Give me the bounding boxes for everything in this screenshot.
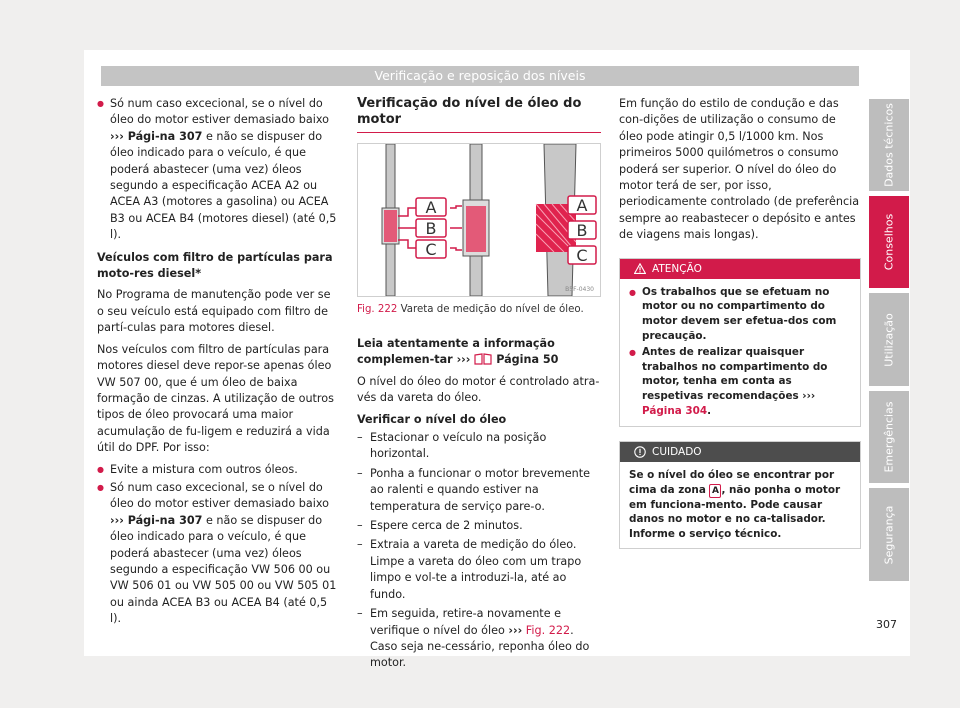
- label-a-right: A: [576, 196, 588, 215]
- tab-dados-tecnicos[interactable]: Dados técnicos: [869, 99, 909, 191]
- caution-box: [619, 441, 861, 549]
- paragraph: No Programa de manutenção pode ver se o seu veículo está equipado com filtro de partí-culas para motores diesel.: [97, 288, 331, 335]
- paragraph: O nível do óleo do motor é controlado atra-vés da vareta do óleo.: [357, 374, 600, 405]
- list-item: – Ponha a funcionar o motor brevemente ao ralenti e quando estiver na temperatura de serviço pare-o.: [357, 466, 601, 515]
- column-middle: [357, 96, 601, 675]
- subheading: Verificar o nível do óleo: [357, 412, 507, 426]
- column-left: [97, 96, 339, 630]
- list-item: – Espere cerca de 2 minutos.: [357, 518, 601, 534]
- list-item: – Extraia a vareta de medição do óleo. Limpe a vareta do óleo com um trapo limpo e vol-te a introduzi-la, até ao fundo.: [357, 537, 601, 603]
- dipstick-illustration: [358, 144, 600, 296]
- list-item: ● Antes de realizar quaisquer trabalhos no compartimento do motor, tenha em conta as respetivas recomendações ››› Página 304.: [629, 345, 851, 419]
- warning-box: [619, 258, 861, 427]
- page-link[interactable]: Página 304: [642, 405, 708, 418]
- list-item: ● Os trabalhos que se efetuam no motor ou no compartimento do motor devem ser efetua-dos com precaução.: [629, 285, 851, 344]
- label-c-left: C: [425, 240, 437, 259]
- info-circle-icon: [634, 446, 646, 458]
- list-item: ● Evite a mistura com outros óleos.: [97, 462, 339, 478]
- section-heading: Veículos com filtro de partículas para moto-res diesel*: [97, 250, 333, 281]
- list-item: ● Só num caso excecional, se o nível do óleo do motor estiver demasiado baixo ››› Pági-na 307 e não se dispuser do óleo indicado para o veículo, é que poderá abastecer (uma vez) óleos segundo a especificação ACEA A2 ou ACEA A3 (motores a gasolina) ou ACEA B3 ou ACEA B4 (motores diesel) (até 0,5 l).: [97, 96, 339, 244]
- read-note: Leia atentamente a informação complemen-tar ››› Página 50: [357, 337, 559, 367]
- page-link[interactable]: ››› Pági-na 307: [110, 129, 203, 143]
- list-item: – Estacionar o veículo na posição horizontal.: [357, 430, 601, 463]
- warning-body: [620, 279, 860, 426]
- dipstick-figure: [357, 143, 601, 297]
- figure-link[interactable]: Fig. 222: [522, 623, 571, 637]
- book-icon: [474, 353, 492, 365]
- paragraph: Em função do estilo de condução e das con-dições de utilização o consumo de óleo pode atingir 0,5 l/1000 km. Nos primeiros 5000 quilómetros o consumo poderá ser superior. O nível do óleo do motor terá de ser, por isso, periodicamente controlado (de preferência sempre ao reabastecer o depósito e antes de viagens mais longas).: [619, 97, 860, 242]
- warning-triangle-icon: [634, 263, 646, 274]
- warning-header: ATENÇÃO: [620, 259, 860, 279]
- tab-seguranca[interactable]: Segurança: [869, 488, 909, 581]
- page-header: Verificação e reposição dos níveis: [101, 66, 859, 86]
- section-title: Verificação do nível de óleo do motor: [357, 96, 601, 133]
- label-a-left: A: [425, 198, 437, 217]
- tab-emergencias[interactable]: Emergências: [869, 391, 909, 483]
- figure-caption: Fig. 222 Vareta de medição do nível de óleo.: [357, 304, 584, 315]
- caution-header: CUIDADO: [620, 442, 860, 462]
- caution-body: Se o nível do óleo se encontrar por cima da zona A , não ponha o motor em funciona-mento. Pode causar danos no motor e no ca-talisador. Informe o serviço técnico.: [629, 468, 841, 541]
- label-b-right: B: [576, 221, 588, 240]
- page-number: 307: [876, 618, 897, 631]
- label-b-left: B: [425, 219, 437, 238]
- list-item: – Em seguida, retire-a novamente e verifique o nível do óleo ››› Fig. 222. Caso seja ne-cessário, reponha óleo do motor.: [357, 606, 601, 672]
- page-link[interactable]: Página 50: [496, 353, 559, 367]
- figure-number: Fig. 222: [357, 304, 398, 315]
- figure-code: B5F-0430: [565, 286, 594, 293]
- paragraph: Nos veículos com filtro de partículas para motores diesel deve repor-se apenas óleo VW 507 00, que é um óleo de baixa formação de cinzas. A utilização de outros tipos de óleo provocará uma maior acumulação de fu-ligem e reduzirá a vida útil do DPF. Por isso:: [97, 342, 334, 455]
- column-right: [619, 96, 861, 549]
- tab-utilizacao[interactable]: Utilização: [869, 293, 909, 386]
- tab-conselhos[interactable]: Conselhos: [869, 196, 909, 288]
- page-link[interactable]: ››› Pági-na 307: [110, 513, 203, 527]
- zone-a-badge: A: [709, 484, 721, 498]
- label-c-right: C: [576, 246, 588, 265]
- list-item: ● Só num caso excecional, se o nível do óleo do motor estiver demasiado baixo ››› Pági-na 307 e não se dispuser do óleo indicado para o veículo, é que poderá abastecer (uma vez) óleos segundo a especificação VW 506 00 ou VW 506 01 ou VW 505 00 ou VW 505 01 ou ainda ACEA B3 ou ACEA B4 (até 0,5 l).: [97, 480, 339, 628]
